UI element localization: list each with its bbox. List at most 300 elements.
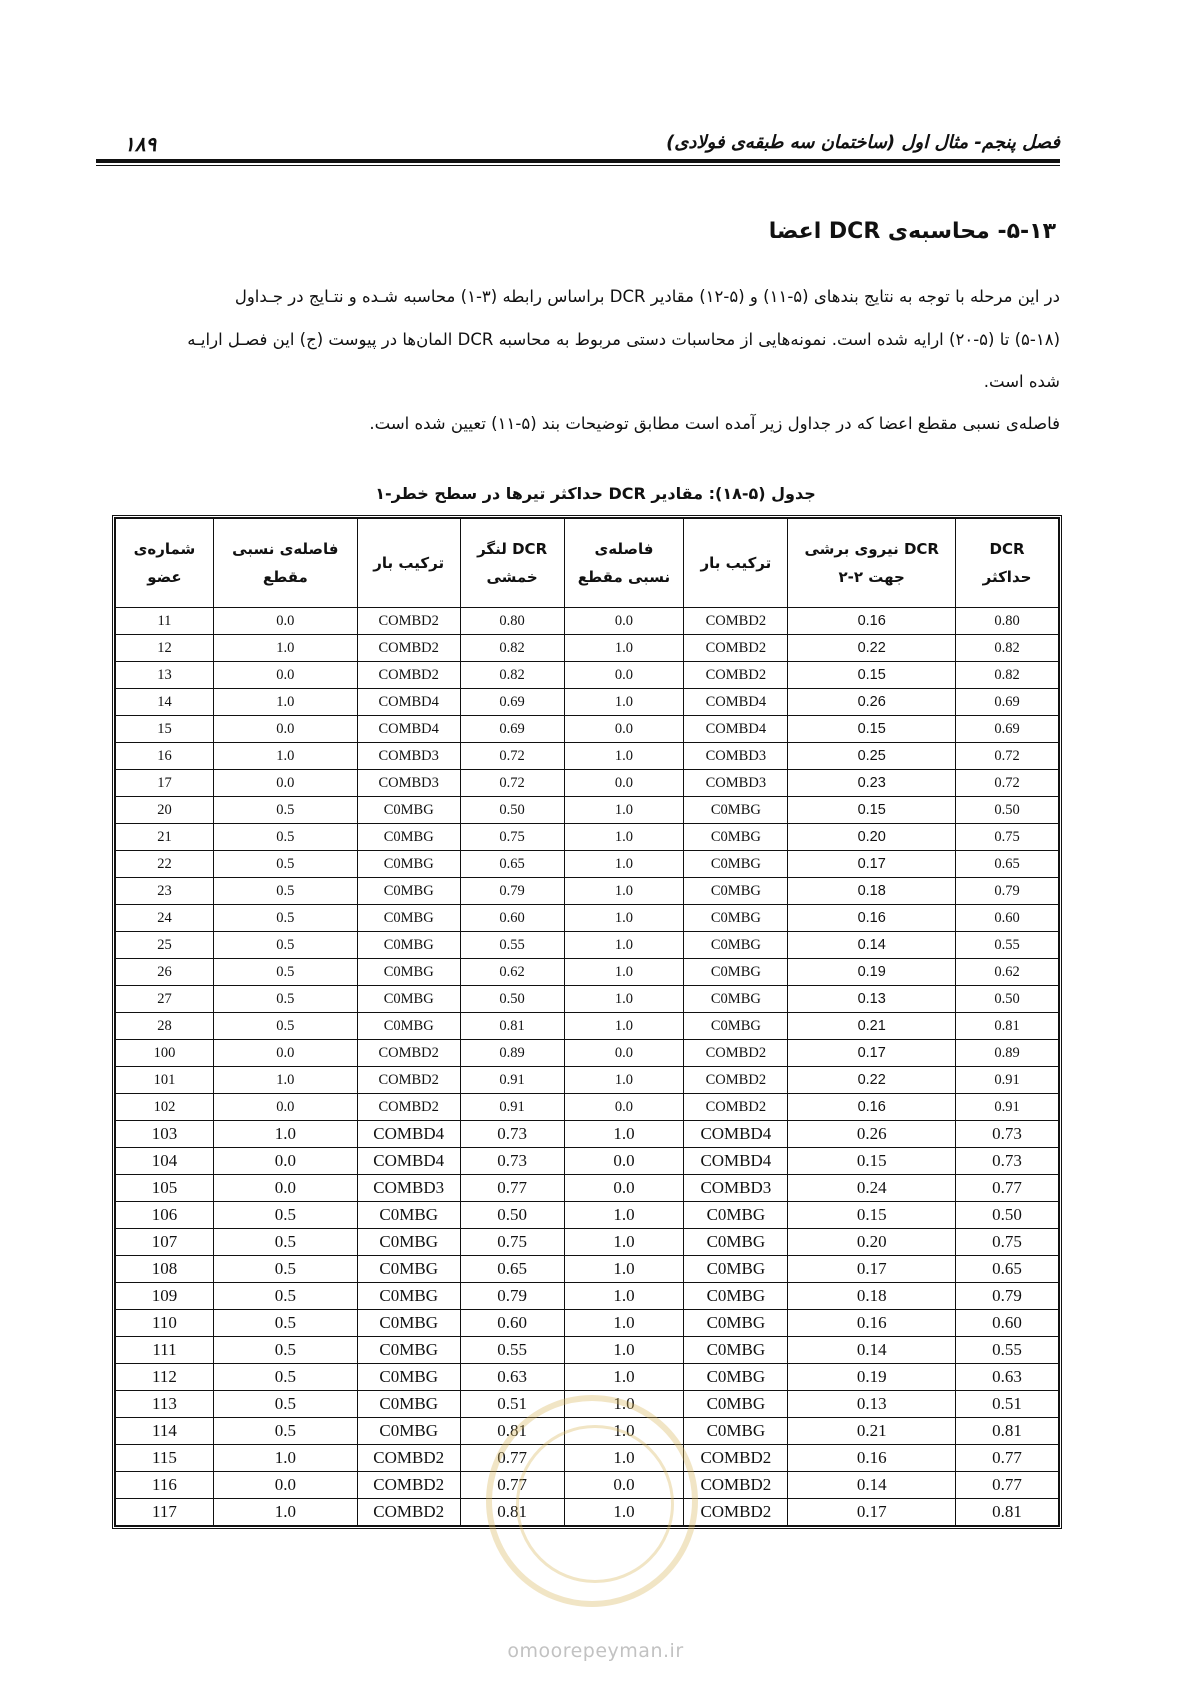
cell-moment-dcr: 0.82 xyxy=(460,662,564,689)
cell-combo-2: COMBD3 xyxy=(684,770,788,797)
cell-shear-dcr: 0.26 xyxy=(788,1121,956,1148)
cell-member: 14 xyxy=(116,689,214,716)
cell-max-dcr: 0.77 xyxy=(956,1472,1059,1499)
cell-combo-2: C0MBG xyxy=(684,797,788,824)
cell-combo-1: C0MBG xyxy=(357,824,460,851)
cell-combo-2: COMBD4 xyxy=(684,716,788,743)
cell-combo-1: COMBD2 xyxy=(357,1472,460,1499)
cell-max-dcr: 0.73 xyxy=(956,1121,1059,1148)
table-row xyxy=(116,878,1059,905)
cell-dist-2: 1.0 xyxy=(564,824,684,851)
cell-member: 113 xyxy=(116,1391,214,1418)
cell-combo-1: C0MBG xyxy=(357,1391,460,1418)
table-row xyxy=(116,1094,1059,1121)
cell-combo-2: COMBD3 xyxy=(684,1175,788,1202)
cell-dist-1: 0.0 xyxy=(213,662,357,689)
cell-moment-dcr: 0.55 xyxy=(460,932,564,959)
table-row xyxy=(116,905,1059,932)
table-row xyxy=(116,851,1059,878)
cell-dist-2: 1.0 xyxy=(564,1283,684,1310)
cell-dist-1: 1.0 xyxy=(213,689,357,716)
cell-moment-dcr: 0.69 xyxy=(460,689,564,716)
cell-combo-2: C0MBG xyxy=(684,1283,788,1310)
cell-combo-2: C0MBG xyxy=(684,932,788,959)
cell-combo-1: C0MBG xyxy=(357,1283,460,1310)
cell-dist-1: 0.0 xyxy=(213,1094,357,1121)
cell-combo-2: C0MBG xyxy=(684,851,788,878)
cell-member: 20 xyxy=(116,797,214,824)
table-header-row xyxy=(116,519,1059,608)
table-row xyxy=(116,1229,1059,1256)
dcr-table xyxy=(115,518,1059,1526)
cell-shear-dcr: 0.17 xyxy=(788,1256,956,1283)
header-relative-distance-1: فاصله‌ی نسبی مقطع xyxy=(213,519,357,608)
page-number: ۱۸۹ xyxy=(124,132,157,156)
cell-moment-dcr: 0.51 xyxy=(460,1391,564,1418)
paragraph-line-3: شده است. xyxy=(983,372,1060,391)
cell-combo-1: COMBD2 xyxy=(357,1067,460,1094)
cell-combo-2: COMBD3 xyxy=(684,743,788,770)
cell-shear-dcr: 0.15 xyxy=(788,797,956,824)
cell-dist-2: 1.0 xyxy=(564,743,684,770)
cell-moment-dcr: 0.91 xyxy=(460,1094,564,1121)
cell-combo-2: C0MBG xyxy=(684,1229,788,1256)
cell-member: 15 xyxy=(116,716,214,743)
cell-moment-dcr: 0.81 xyxy=(460,1499,564,1526)
cell-moment-dcr: 0.77 xyxy=(460,1445,564,1472)
cell-combo-1: C0MBG xyxy=(357,905,460,932)
cell-dist-2: 1.0 xyxy=(564,851,684,878)
table-row xyxy=(116,932,1059,959)
cell-shear-dcr: 0.14 xyxy=(788,932,956,959)
cell-shear-dcr: 0.16 xyxy=(788,905,956,932)
cell-shear-dcr: 0.17 xyxy=(788,1040,956,1067)
cell-member: 16 xyxy=(116,743,214,770)
cell-combo-2: C0MBG xyxy=(684,986,788,1013)
watermark-site: omoorepeyman.ir xyxy=(507,1640,684,1662)
table-row xyxy=(116,770,1059,797)
header-rule-thick xyxy=(96,159,1060,163)
cell-dist-2: 0.0 xyxy=(564,662,684,689)
cell-member: 117 xyxy=(116,1499,214,1526)
table-row xyxy=(116,1148,1059,1175)
table-row xyxy=(116,1067,1059,1094)
cell-dist-2: 0.0 xyxy=(564,1094,684,1121)
cell-moment-dcr: 0.69 xyxy=(460,716,564,743)
cell-moment-dcr: 0.77 xyxy=(460,1472,564,1499)
cell-shear-dcr: 0.17 xyxy=(788,851,956,878)
table-row xyxy=(116,1364,1059,1391)
table-row xyxy=(116,1175,1059,1202)
table-row xyxy=(116,1202,1059,1229)
cell-shear-dcr: 0.18 xyxy=(788,1283,956,1310)
cell-max-dcr: 0.73 xyxy=(956,1148,1059,1175)
cell-dist-1: 0.5 xyxy=(213,851,357,878)
cell-dist-2: 0.0 xyxy=(564,1040,684,1067)
cell-moment-dcr: 0.72 xyxy=(460,743,564,770)
cell-dist-1: 1.0 xyxy=(213,1067,357,1094)
cell-combo-1: C0MBG xyxy=(357,1229,460,1256)
table-body xyxy=(116,608,1059,1526)
cell-combo-2: COMBD2 xyxy=(684,1472,788,1499)
cell-shear-dcr: 0.14 xyxy=(788,1337,956,1364)
cell-moment-dcr: 0.55 xyxy=(460,1337,564,1364)
cell-max-dcr: 0.69 xyxy=(956,689,1059,716)
table-row xyxy=(116,689,1059,716)
table-row xyxy=(116,635,1059,662)
cell-combo-1: C0MBG xyxy=(357,932,460,959)
cell-combo-2: C0MBG xyxy=(684,1256,788,1283)
cell-dist-1: 0.5 xyxy=(213,1229,357,1256)
cell-max-dcr: 0.65 xyxy=(956,1256,1059,1283)
cell-moment-dcr: 0.50 xyxy=(460,1202,564,1229)
table-row xyxy=(116,1013,1059,1040)
cell-dist-2: 1.0 xyxy=(564,635,684,662)
cell-dist-1: 0.0 xyxy=(213,1175,357,1202)
cell-combo-1: COMBD4 xyxy=(357,1121,460,1148)
cell-combo-2: COMBD4 xyxy=(684,1148,788,1175)
cell-moment-dcr: 0.75 xyxy=(460,1229,564,1256)
cell-moment-dcr: 0.79 xyxy=(460,878,564,905)
header-moment-dcr: DCR لنگر خمشی xyxy=(460,519,564,608)
cell-combo-1: C0MBG xyxy=(357,797,460,824)
dcr-table-frame xyxy=(112,515,1062,1529)
cell-max-dcr: 0.72 xyxy=(956,770,1059,797)
cell-combo-1: COMBD2 xyxy=(357,1040,460,1067)
cell-dist-2: 1.0 xyxy=(564,1067,684,1094)
cell-combo-1: C0MBG xyxy=(357,878,460,905)
header-max-dcr: DCR حداکثر xyxy=(956,519,1059,608)
cell-moment-dcr: 0.79 xyxy=(460,1283,564,1310)
cell-max-dcr: 0.75 xyxy=(956,824,1059,851)
cell-dist-1: 1.0 xyxy=(213,1499,357,1526)
cell-shear-dcr: 0.16 xyxy=(788,1445,956,1472)
cell-member: 106 xyxy=(116,1202,214,1229)
cell-shear-dcr: 0.22 xyxy=(788,1067,956,1094)
cell-combo-1: COMBD3 xyxy=(357,770,460,797)
cell-dist-2: 1.0 xyxy=(564,1499,684,1526)
cell-combo-1: COMBD3 xyxy=(357,743,460,770)
cell-dist-1: 0.5 xyxy=(213,959,357,986)
cell-combo-1: C0MBG xyxy=(357,1418,460,1445)
cell-shear-dcr: 0.14 xyxy=(788,1472,956,1499)
cell-moment-dcr: 0.81 xyxy=(460,1418,564,1445)
cell-combo-1: COMBD2 xyxy=(357,1094,460,1121)
cell-combo-2: C0MBG xyxy=(684,1310,788,1337)
cell-combo-1: COMBD2 xyxy=(357,1499,460,1526)
cell-member: 23 xyxy=(116,878,214,905)
cell-max-dcr: 0.50 xyxy=(956,986,1059,1013)
cell-combo-1: C0MBG xyxy=(357,851,460,878)
table-row xyxy=(116,1337,1059,1364)
cell-member: 101 xyxy=(116,1067,214,1094)
cell-member: 109 xyxy=(116,1283,214,1310)
cell-combo-2: COMBD2 xyxy=(684,1499,788,1526)
cell-dist-1: 0.5 xyxy=(213,1364,357,1391)
cell-member: 103 xyxy=(116,1121,214,1148)
cell-max-dcr: 0.69 xyxy=(956,716,1059,743)
cell-combo-2: COMBD2 xyxy=(684,1094,788,1121)
cell-dist-1: 0.5 xyxy=(213,905,357,932)
cell-dist-2: 1.0 xyxy=(564,1121,684,1148)
cell-member: 105 xyxy=(116,1175,214,1202)
cell-dist-1: 0.0 xyxy=(213,716,357,743)
cell-dist-2: 0.0 xyxy=(564,1148,684,1175)
cell-shear-dcr: 0.15 xyxy=(788,662,956,689)
cell-max-dcr: 0.55 xyxy=(956,932,1059,959)
cell-dist-1: 0.5 xyxy=(213,986,357,1013)
cell-dist-2: 1.0 xyxy=(564,1310,684,1337)
cell-combo-1: C0MBG xyxy=(357,1310,460,1337)
cell-member: 13 xyxy=(116,662,214,689)
cell-dist-2: 1.0 xyxy=(564,905,684,932)
cell-member: 104 xyxy=(116,1148,214,1175)
header-member: شماره‌ی عضو xyxy=(116,519,214,608)
cell-max-dcr: 0.81 xyxy=(956,1499,1059,1526)
cell-member: 17 xyxy=(116,770,214,797)
cell-max-dcr: 0.50 xyxy=(956,1202,1059,1229)
cell-dist-2: 1.0 xyxy=(564,1202,684,1229)
cell-dist-1: 1.0 xyxy=(213,635,357,662)
cell-dist-1: 0.0 xyxy=(213,1148,357,1175)
cell-max-dcr: 0.79 xyxy=(956,1283,1059,1310)
cell-dist-2: 0.0 xyxy=(564,608,684,635)
cell-member: 112 xyxy=(116,1364,214,1391)
table-row xyxy=(116,797,1059,824)
cell-combo-1: COMBD2 xyxy=(357,635,460,662)
cell-shear-dcr: 0.16 xyxy=(788,1094,956,1121)
cell-dist-1: 0.5 xyxy=(213,932,357,959)
table-row xyxy=(116,1040,1059,1067)
cell-combo-2: C0MBG xyxy=(684,959,788,986)
cell-shear-dcr: 0.23 xyxy=(788,770,956,797)
cell-max-dcr: 0.91 xyxy=(956,1094,1059,1121)
cell-member: 21 xyxy=(116,824,214,851)
cell-combo-1: C0MBG xyxy=(357,986,460,1013)
table-row xyxy=(116,959,1059,986)
cell-shear-dcr: 0.20 xyxy=(788,1229,956,1256)
cell-dist-1: 0.5 xyxy=(213,1256,357,1283)
cell-combo-1: C0MBG xyxy=(357,1337,460,1364)
watermark-stamp-ring xyxy=(516,1425,674,1583)
cell-member: 28 xyxy=(116,1013,214,1040)
cell-max-dcr: 0.62 xyxy=(956,959,1059,986)
cell-combo-1: COMBD4 xyxy=(357,1148,460,1175)
cell-dist-2: 1.0 xyxy=(564,1364,684,1391)
cell-shear-dcr: 0.15 xyxy=(788,1202,956,1229)
cell-dist-1: 0.5 xyxy=(213,878,357,905)
cell-max-dcr: 0.89 xyxy=(956,1040,1059,1067)
cell-max-dcr: 0.60 xyxy=(956,905,1059,932)
cell-combo-2: C0MBG xyxy=(684,1202,788,1229)
cell-combo-1: COMBD2 xyxy=(357,1445,460,1472)
cell-moment-dcr: 0.72 xyxy=(460,770,564,797)
cell-shear-dcr: 0.16 xyxy=(788,608,956,635)
table-row xyxy=(116,608,1059,635)
cell-dist-2: 1.0 xyxy=(564,1229,684,1256)
cell-max-dcr: 0.81 xyxy=(956,1418,1059,1445)
cell-moment-dcr: 0.65 xyxy=(460,1256,564,1283)
cell-member: 102 xyxy=(116,1094,214,1121)
table-row xyxy=(116,986,1059,1013)
table-row xyxy=(116,716,1059,743)
cell-member: 26 xyxy=(116,959,214,986)
cell-max-dcr: 0.60 xyxy=(956,1310,1059,1337)
cell-member: 115 xyxy=(116,1445,214,1472)
cell-dist-2: 0.0 xyxy=(564,716,684,743)
cell-combo-2: C0MBG xyxy=(684,878,788,905)
table-row xyxy=(116,743,1059,770)
header-rule-thin xyxy=(96,165,1060,166)
cell-max-dcr: 0.51 xyxy=(956,1391,1059,1418)
cell-shear-dcr: 0.25 xyxy=(788,743,956,770)
cell-dist-1: 0.5 xyxy=(213,1202,357,1229)
cell-moment-dcr: 0.50 xyxy=(460,986,564,1013)
cell-max-dcr: 0.80 xyxy=(956,608,1059,635)
cell-dist-1: 0.0 xyxy=(213,1040,357,1067)
cell-member: 114 xyxy=(116,1418,214,1445)
cell-dist-2: 1.0 xyxy=(564,1391,684,1418)
watermark-stamp xyxy=(486,1395,698,1607)
cell-moment-dcr: 0.50 xyxy=(460,797,564,824)
cell-dist-2: 1.0 xyxy=(564,797,684,824)
cell-dist-2: 1.0 xyxy=(564,1418,684,1445)
page-header xyxy=(96,128,1060,162)
cell-combo-2: C0MBG xyxy=(684,1013,788,1040)
cell-dist-1: 1.0 xyxy=(213,1445,357,1472)
cell-max-dcr: 0.77 xyxy=(956,1175,1059,1202)
header-load-combo-2: ترکیب بار xyxy=(684,519,788,608)
cell-dist-2: 1.0 xyxy=(564,689,684,716)
cell-moment-dcr: 0.81 xyxy=(460,1013,564,1040)
cell-shear-dcr: 0.13 xyxy=(788,986,956,1013)
cell-dist-1: 0.5 xyxy=(213,1418,357,1445)
cell-combo-2: COMBD2 xyxy=(684,608,788,635)
cell-combo-2: COMBD4 xyxy=(684,689,788,716)
cell-max-dcr: 0.75 xyxy=(956,1229,1059,1256)
cell-dist-2: 1.0 xyxy=(564,1256,684,1283)
cell-combo-1: C0MBG xyxy=(357,1256,460,1283)
cell-shear-dcr: 0.19 xyxy=(788,1364,956,1391)
cell-combo-2: C0MBG xyxy=(684,1391,788,1418)
cell-max-dcr: 0.63 xyxy=(956,1364,1059,1391)
cell-member: 100 xyxy=(116,1040,214,1067)
cell-max-dcr: 0.77 xyxy=(956,1445,1059,1472)
cell-dist-1: 0.5 xyxy=(213,797,357,824)
cell-combo-2: COMBD2 xyxy=(684,1067,788,1094)
cell-shear-dcr: 0.20 xyxy=(788,824,956,851)
cell-shear-dcr: 0.17 xyxy=(788,1499,956,1526)
cell-dist-2: 1.0 xyxy=(564,959,684,986)
cell-dist-1: 0.0 xyxy=(213,770,357,797)
cell-dist-2: 0.0 xyxy=(564,1472,684,1499)
cell-moment-dcr: 0.80 xyxy=(460,608,564,635)
cell-member: 107 xyxy=(116,1229,214,1256)
cell-shear-dcr: 0.18 xyxy=(788,878,956,905)
cell-shear-dcr: 0.24 xyxy=(788,1175,956,1202)
cell-moment-dcr: 0.65 xyxy=(460,851,564,878)
cell-moment-dcr: 0.77 xyxy=(460,1175,564,1202)
cell-combo-2: COMBD2 xyxy=(684,635,788,662)
cell-combo-1: C0MBG xyxy=(357,1364,460,1391)
cell-member: 110 xyxy=(116,1310,214,1337)
cell-combo-1: C0MBG xyxy=(357,1202,460,1229)
cell-dist-1: 0.5 xyxy=(213,1391,357,1418)
cell-moment-dcr: 0.82 xyxy=(460,635,564,662)
cell-moment-dcr: 0.60 xyxy=(460,1310,564,1337)
table-row xyxy=(116,662,1059,689)
cell-dist-1: 0.5 xyxy=(213,1337,357,1364)
cell-combo-1: C0MBG xyxy=(357,1013,460,1040)
cell-combo-2: COMBD2 xyxy=(684,1040,788,1067)
cell-max-dcr: 0.81 xyxy=(956,1013,1059,1040)
cell-max-dcr: 0.91 xyxy=(956,1067,1059,1094)
cell-combo-1: COMBD2 xyxy=(357,662,460,689)
cell-dist-1: 1.0 xyxy=(213,1121,357,1148)
cell-member: 116 xyxy=(116,1472,214,1499)
cell-combo-2: C0MBG xyxy=(684,1337,788,1364)
table-row xyxy=(116,1310,1059,1337)
cell-member: 108 xyxy=(116,1256,214,1283)
cell-max-dcr: 0.82 xyxy=(956,635,1059,662)
cell-combo-2: COMBD4 xyxy=(684,1121,788,1148)
cell-dist-1: 0.5 xyxy=(213,1283,357,1310)
cell-shear-dcr: 0.22 xyxy=(788,635,956,662)
paragraph-2: فاصله‌ی نسبی مقطع اعضا که در جداول زیر آمده است مطابق توضیحات بند (۵-۱۱) تعیین شده است. xyxy=(369,414,1060,433)
section-heading: ۵-۱۳- محاسبه‌ی DCR اعضا xyxy=(768,219,1056,244)
header-shear-dcr: DCR نیروی برشی جهت ۲-۲ xyxy=(788,519,956,608)
cell-combo-1: COMBD4 xyxy=(357,689,460,716)
table-row xyxy=(116,1256,1059,1283)
cell-max-dcr: 0.82 xyxy=(956,662,1059,689)
table-row xyxy=(116,824,1059,851)
cell-max-dcr: 0.79 xyxy=(956,878,1059,905)
cell-dist-1: 0.0 xyxy=(213,1472,357,1499)
cell-max-dcr: 0.50 xyxy=(956,797,1059,824)
cell-moment-dcr: 0.73 xyxy=(460,1121,564,1148)
running-title: فصل پنجم- مثال اول (ساختمان سه طبقه‌ی فولادی) xyxy=(666,132,1060,153)
cell-member: 22 xyxy=(116,851,214,878)
cell-member: 24 xyxy=(116,905,214,932)
cell-combo-2: COMBD2 xyxy=(684,1445,788,1472)
cell-dist-2: 1.0 xyxy=(564,1337,684,1364)
cell-member: 27 xyxy=(116,986,214,1013)
header-load-combo-1: ترکیب بار xyxy=(357,519,460,608)
cell-combo-2: C0MBG xyxy=(684,824,788,851)
cell-max-dcr: 0.72 xyxy=(956,743,1059,770)
cell-moment-dcr: 0.75 xyxy=(460,824,564,851)
cell-combo-1: C0MBG xyxy=(357,959,460,986)
cell-combo-2: C0MBG xyxy=(684,1418,788,1445)
cell-shear-dcr: 0.15 xyxy=(788,1148,956,1175)
cell-combo-2: C0MBG xyxy=(684,1364,788,1391)
paragraph-line-1: در این مرحله با توجه به نتایج بندهای (۵-۱۱) و (۵-۱۲) مقادیر DCR براساس رابطه (۳-۱) محاسبه شـده و نتـایج در جـداول xyxy=(234,287,1060,306)
cell-dist-2: 1.0 xyxy=(564,1013,684,1040)
cell-dist-2: 1.0 xyxy=(564,878,684,905)
cell-combo-1: COMBD2 xyxy=(357,608,460,635)
cell-combo-2: COMBD2 xyxy=(684,662,788,689)
cell-dist-2: 1.0 xyxy=(564,1445,684,1472)
cell-dist-1: 1.0 xyxy=(213,743,357,770)
cell-moment-dcr: 0.91 xyxy=(460,1067,564,1094)
cell-dist-2: 1.0 xyxy=(564,932,684,959)
table-caption: جدول (۵-۱۸): مقادیر DCR حداکثر تیرها در سطح خطر-۱ xyxy=(375,484,816,503)
cell-moment-dcr: 0.62 xyxy=(460,959,564,986)
table-row xyxy=(116,1283,1059,1310)
cell-member: 25 xyxy=(116,932,214,959)
cell-dist-1: 0.5 xyxy=(213,824,357,851)
cell-shear-dcr: 0.21 xyxy=(788,1013,956,1040)
